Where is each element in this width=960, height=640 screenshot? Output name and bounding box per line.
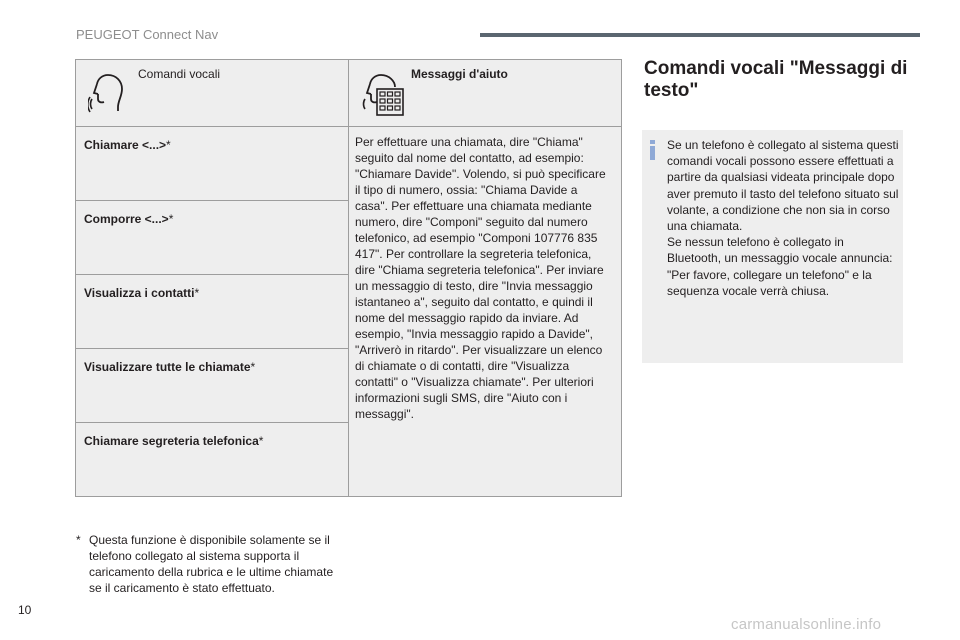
help-text-cell	[349, 127, 622, 497]
page-number: 10	[18, 603, 32, 617]
table-header-commands	[76, 60, 349, 127]
command-cell	[76, 349, 349, 423]
voice-help-keypad-icon	[361, 69, 405, 119]
footnote-text: Questa funzione è disponibile solamente se il telefono collegato al sistema supporta il caricamento della rubrica e le ultime chiamate se il caricamento è stato effettuato.	[89, 533, 334, 595]
voice-commands-table	[75, 59, 622, 497]
command-label: Visualizza i contatti	[84, 286, 195, 300]
command-label: Chiamare <...>	[84, 138, 167, 152]
command-label: Chiamare segreteria telefonica	[84, 434, 259, 448]
command-cell	[76, 201, 349, 275]
command-footnote-mark: *	[168, 212, 174, 226]
command-footnote-mark: *	[250, 360, 256, 374]
help-column-label: Messaggi d'aiuto	[411, 67, 508, 81]
help-text: Per effettuare una chiamata, dire "Chiama" seguito dal nome del contatto, ad esempio: "Chiamare Davide". Volendo, si può specificare il tipo di numero, ossia: "Chiama Davide a casa". Per effettuare una chiamata mediante numero, dire "Componi" seguito dal numero telefonico, ad esempio "Componi 107776 835 417". Per controllare la segreteria telefonica, dire "Chiama segreteria telefonica". Per inviare un messaggio di testo, dire "Invia messaggio istantaneo a", seguito dal contatto, e quindi il nome del messaggio rapido da inviare. Ad esempio, "Invia messaggio rapido a Davide", "Arriverò in ritardo". Per visualizzare un elenco di chiamate o di contatti, dire "Visualizza contatti" o "Visualizza chiamate". Per ulteriori informazioni sugli SMS, dire "Aiuto con i messaggi".	[355, 135, 606, 421]
info-paragraph: Se nessun telefono è collegato in Bluetooth, un messaggio vocale annuncia: "Per favore, collegare un telefono" e la sequenza vocale verrà chiusa.	[667, 235, 893, 298]
commands-column-label: Comandi vocali	[138, 67, 221, 81]
command-footnote-mark: *	[166, 138, 171, 152]
table-header-help	[349, 60, 622, 127]
section-title: Comandi vocali "Messaggi di testo"	[644, 58, 908, 101]
info-paragraph: Se un telefono è collegato al sistema questi comandi vocali possono essere effettuati a partire da qualsiasi videata principale dopo aver premuto il tasto del telefono situato sul volante, a condizione che non sia in corso una chiamata.	[667, 138, 899, 234]
footnote-mark: *	[76, 533, 81, 547]
page-header-bar	[480, 33, 920, 37]
command-footnote-mark: *	[258, 434, 264, 448]
command-cell	[76, 423, 349, 497]
info-icon	[648, 140, 658, 160]
command-cell	[76, 127, 349, 201]
watermark: carmanualsonline.info	[731, 616, 882, 633]
voice-command-icon	[88, 69, 128, 117]
command-cell	[76, 275, 349, 349]
page-header-title: PEUGEOT Connect Nav	[76, 27, 219, 42]
info-box	[642, 130, 903, 363]
command-footnote-mark: *	[194, 286, 200, 300]
info-text	[667, 137, 899, 299]
command-label: Visualizzare tutte le chiamate	[84, 360, 251, 374]
command-label: Comporre <...>	[84, 212, 169, 226]
footnote	[76, 532, 346, 596]
